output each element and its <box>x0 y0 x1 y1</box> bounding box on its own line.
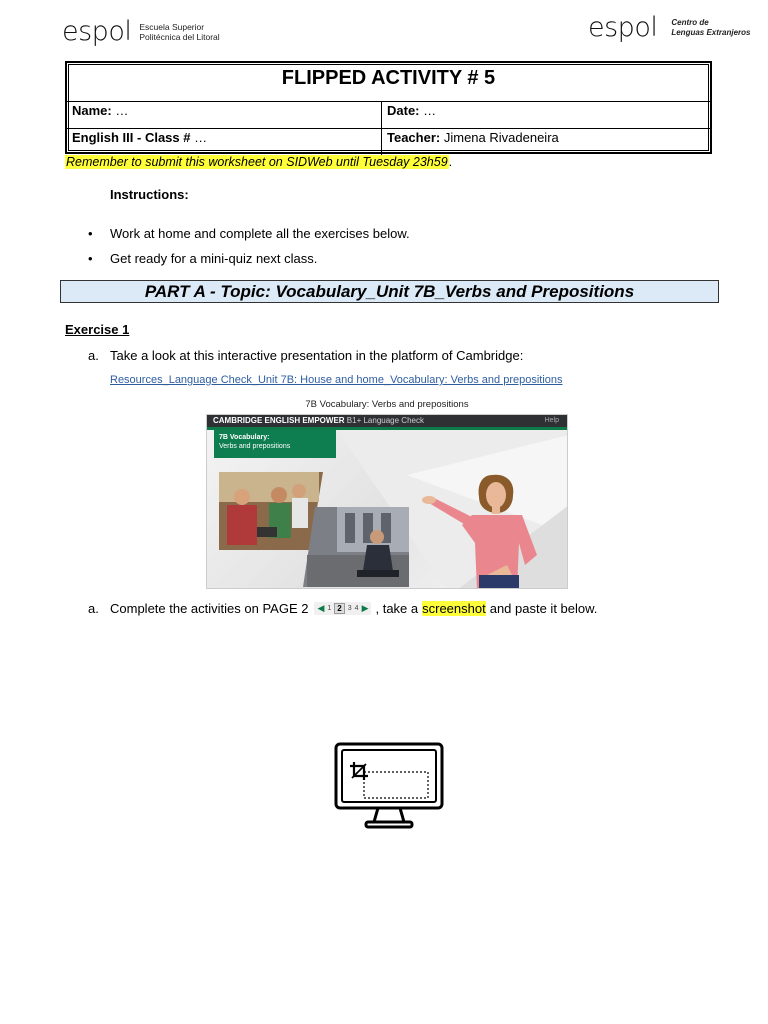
date-label: Date: <box>387 103 420 118</box>
date-value: … <box>423 103 437 118</box>
page-title: FLIPPED ACTIVITY # 5 <box>67 63 710 102</box>
pager-page-3[interactable]: 3 <box>347 605 352 612</box>
reminder-text: Remember to submit this worksheet on SIDWeb until Tuesday 23h59 <box>66 155 448 169</box>
pager-page-1[interactable]: 1 <box>327 605 332 612</box>
slide-tab-title: 7B Vocabulary: <box>219 434 270 441</box>
page-navigator <box>314 602 371 615</box>
pager-page-4[interactable]: 4 <box>354 605 359 612</box>
logo-subtitle <box>671 18 750 38</box>
espol-logo-left <box>62 18 220 45</box>
name-date-row <box>67 101 710 129</box>
teacher-value: Jimena Rivadeneira <box>443 130 559 145</box>
logo-subtitle-line: Centro de <box>671 17 709 27</box>
part-a-heading: PART A - Topic: Vocabulary_Unit 7B_Verbs and Prepositions <box>60 280 719 303</box>
highlighted-word: screenshot <box>422 601 486 616</box>
bullet-icon: • <box>88 226 93 241</box>
date-field[interactable] <box>382 101 712 128</box>
bullet-icon: • <box>88 251 93 266</box>
item-marker: a. <box>88 348 99 363</box>
name-label: Name: <box>72 103 112 118</box>
item-text: , take a <box>375 601 419 616</box>
logo-subtitle-line: Lenguas Extranjeros <box>671 27 751 37</box>
logo-subtitle-line: Escuela Superior <box>139 21 205 32</box>
activity-header-table <box>65 61 712 154</box>
class-label: English III - Class # <box>72 130 191 145</box>
slide-help: Help <box>544 417 559 424</box>
pager-page-2[interactable]: 2 <box>334 603 344 614</box>
logo-subtitle-line: Politécnica del Litoral <box>139 31 220 42</box>
list-item <box>88 246 410 271</box>
exercise-item <box>88 348 523 363</box>
cambridge-resource-link[interactable]: Resources_Language Check_Unit 7B: House and home_Vocabulary: Verbs and prepositions <box>110 374 563 386</box>
list-item-text: Work at home and complete all the exercises below. <box>110 226 410 241</box>
teacher-field <box>382 128 712 155</box>
name-value: … <box>115 103 129 118</box>
logo-word: espol <box>62 16 132 47</box>
teacher-label: Teacher: <box>387 130 441 145</box>
class-teacher-row <box>67 128 710 155</box>
instructions-title: Instructions: <box>110 187 189 202</box>
cambridge-presentation-image <box>206 414 568 589</box>
name-field[interactable] <box>67 101 382 128</box>
slide-level: B1+ Language Check <box>346 416 424 425</box>
list-item-text: Get ready for a mini-quiz next class. <box>110 251 318 266</box>
instructions-list <box>88 221 410 271</box>
reminder-line <box>65 155 452 169</box>
triangle-left-icon[interactable]: ◀ <box>317 603 325 613</box>
slide-brand: CAMBRIDGE ENGLISH EMPOWER <box>213 416 345 425</box>
shop-photo <box>219 472 323 550</box>
exercise-title: Exercise 1 <box>65 322 130 337</box>
logo-word: espol <box>588 12 658 43</box>
espol-logo-right <box>588 14 750 41</box>
man-sitting-photo <box>303 507 409 587</box>
image-caption: 7B Vocabulary: Verbs and prepositions <box>305 399 469 410</box>
logo-subtitle <box>139 22 219 42</box>
class-field[interactable] <box>67 128 382 155</box>
item-text: and paste it below. <box>489 601 598 616</box>
list-item <box>88 221 410 246</box>
slide-illustration <box>207 415 568 589</box>
reminder-end: . <box>448 155 453 169</box>
triangle-right-icon[interactable]: ▶ <box>361 603 369 613</box>
item-marker: a. <box>88 601 99 616</box>
item-text: Complete the activities on PAGE 2 <box>110 601 309 616</box>
item-text: Take a look at this interactive presentation in the platform of Cambridge: <box>110 348 524 363</box>
exercise-item <box>88 601 597 616</box>
monitor-crop-icon <box>334 742 444 830</box>
slide-tab-subtitle: Verbs and prepositions <box>219 443 291 450</box>
class-value: … <box>194 130 208 145</box>
